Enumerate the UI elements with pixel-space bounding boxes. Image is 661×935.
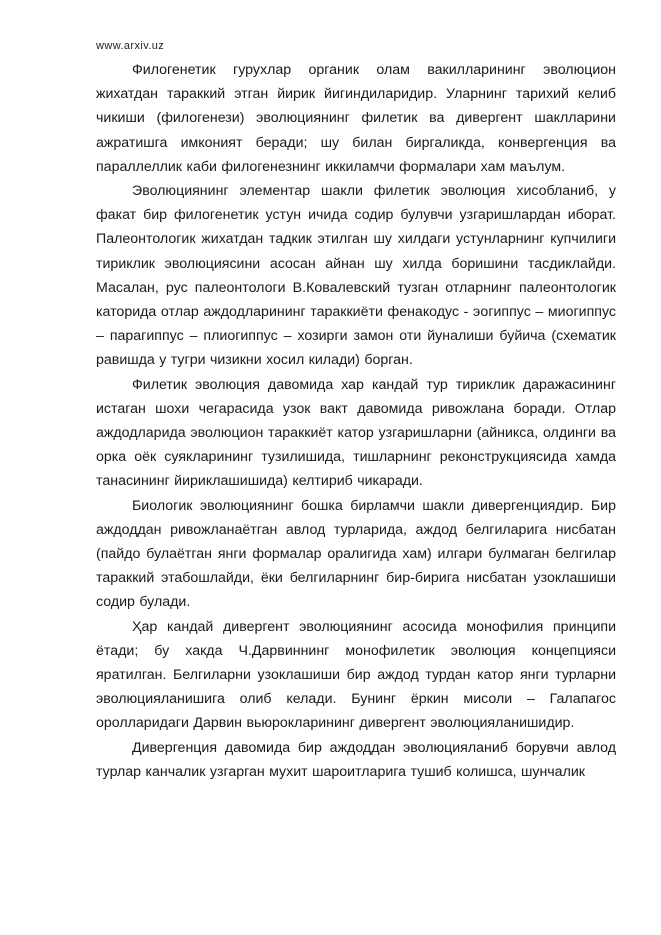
site-url[interactable]: www.arxiv.uz [96, 40, 165, 52]
paragraph: Филогенетик гурухлар органик олам вакилларининг эволюцион жихатдан тараккий этган йирик йигиндиларидир. Уларнинг тарихий келиб чикиши (филогенези) эволюциянинг филетик ва дивергент шаклларини ажратишга имконият беради; шу билан биргаликда, конвергенция ва параллеллик каби филогенезнинг иккиламчи формалари хам маълум. [96, 62, 616, 175]
paragraph: Ҳар кандай дивергент эволюциянинг асосида монофилия принципи ётади; бу хакда Ч.Дарвиннинг монофилетик эволюция концепцияси яратилган. Белгиларни узоклашиши бир аждод турдан катор янги турларни эволюцияланишига олиб келади. Бунинг ёркин мисоли – Галапагос оролларидаги Дарвин вьюрокларининг дивергент эволюцияланишидир. [96, 618, 616, 732]
document-body [96, 58, 616, 784]
paragraph: Дивергенция давомида бир аждоддан эволюцияланиб борувчи авлод турлар канчалик узгарган мухит шароитларига тушиб колишса, шунчалик [96, 739, 616, 780]
paragraph: Филетик эволюция давомида хар кандай тур тириклик даражасининг истаган шохи чегарасида узок вакт давомида ривожлана боради. Отлар аждодларида эволюцион тараккиёт катор узгаришларни (айникса, олдинги ва орка оёк суякларининг тузилишида, тишларнинг реконструкциясида хамда танасининг йириклашишида) келтириб чикаради. [96, 376, 616, 490]
paragraph: Эволюциянинг элементар шакли филетик эволюция хисобланиб, у факат бир филогенетик устун ичида содир булувчи узгаришлардан иборат. Палеонтологик жихатдан тадкик этилган шу хилдаги устунларнинг купчилиги тириклик эволюциясини асосан айнан шу хилда боришини тасдиклайди. Масалан, рус палеонтологи В.Ковалевский тузган отларнинг палеонтологик каторида отлар аждодларининг тараккиёти фенакодус - эогиппус – миогиппус – парагиппус – плиогиппус – хозирги замон оти йуналиши буйича (схематик равишда у тугри чизикни хосил килади) борган. [96, 183, 616, 369]
paragraph: Биологик эволюциянинг бошка бирламчи шакли дивергенциядир. Бир аждоддан ривожланаётган авлод турларида, аждод белгиларига нисбатан (пайдо булаётган янги формалар оралигида хам) илгари булмаган белгилар тараккий этабошлайди, ёки белгиларнинг бир-бирига нисбатан узоклашиши содир булади. [96, 497, 616, 611]
